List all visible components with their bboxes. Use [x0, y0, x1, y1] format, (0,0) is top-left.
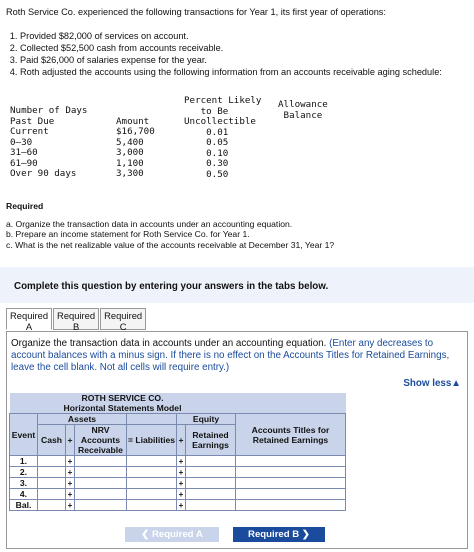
cash-input[interactable]: [38, 478, 66, 489]
table-row: 4. + +: [10, 489, 346, 500]
liabilities-header: = Liabilities: [127, 425, 177, 456]
show-less-link[interactable]: Show less▲: [403, 378, 461, 389]
transaction-3: 3. Paid $26,000 of salaries expense for the year.: [20, 54, 442, 66]
retained-earnings-input[interactable]: [186, 489, 236, 500]
retained-earnings-input[interactable]: [186, 500, 236, 511]
aging-allowance-column: Allowance Balance: [278, 99, 328, 121]
nrv-input[interactable]: [75, 478, 127, 489]
tab-required-a[interactable]: [6, 308, 52, 330]
account-title-input[interactable]: [236, 500, 346, 511]
complete-banner: [0, 267, 474, 303]
tab-label: Required: [10, 310, 49, 321]
cash-input[interactable]: [38, 489, 66, 500]
event-label: 1.: [10, 456, 38, 467]
retained-earnings-input[interactable]: [186, 456, 236, 467]
table-row: 1. + +: [10, 456, 346, 467]
previous-required-a-button[interactable]: ❮ Required A: [125, 527, 219, 542]
nrv-input[interactable]: [75, 467, 127, 478]
tab-panel: [6, 331, 468, 549]
event-label: 2.: [10, 467, 38, 478]
receivable-line: Receivable: [78, 445, 123, 455]
tab-label: Required: [104, 310, 143, 321]
requirements: [6, 201, 334, 250]
plus-sign: +: [66, 425, 75, 456]
liabilities-input[interactable]: [127, 489, 177, 500]
event-label: Bal.: [10, 500, 38, 511]
requirements-title: Required: [6, 201, 44, 211]
titles-line-2: Retained Earnings: [252, 434, 329, 445]
tab-letter: A: [25, 321, 33, 332]
event-label: 3.: [10, 478, 38, 489]
plus-sign: +: [177, 425, 186, 456]
requirement-a: a. Organize the transaction data in accounts under an accounting equation.: [6, 218, 293, 229]
table-row: 3. + +: [10, 478, 346, 489]
intro-lead: Roth Service Co. experienced the following transactions for Year 1, its first year of operations:: [6, 7, 386, 17]
transaction-4: 4. Roth adjusted the accounts using the following information from an accounts receivable aging schedule:: [20, 66, 442, 78]
account-title-input[interactable]: [236, 467, 346, 478]
instructions-main: Organize the transaction data in accounts under an accounting equation.: [11, 338, 327, 349]
account-title-input[interactable]: [236, 489, 346, 500]
accounts-line: Accounts: [80, 435, 121, 445]
liabilities-input[interactable]: [127, 478, 177, 489]
titles-line-1: Accounts Titles for: [251, 424, 330, 435]
nrv-input[interactable]: [75, 456, 127, 467]
next-required-b-button[interactable]: Required B ❯: [233, 527, 325, 542]
horizontal-statements-table: [9, 393, 346, 511]
liabilities-input[interactable]: [127, 467, 177, 478]
account-titles-header: [236, 414, 346, 456]
tab-required-b[interactable]: [53, 308, 99, 330]
aging-days-column: Number of Days Past Due Current 0–30 31–60 61–90 Over 90 days: [10, 105, 88, 179]
transaction-1: 1. Provided $82,000 of services on account.: [20, 30, 442, 42]
tab-letter: B: [72, 321, 80, 332]
aging-percent-column: Percent Likely to Be Uncollectible 0.01 0.05 0.10 0.30 0.50: [184, 95, 262, 180]
nrv-input[interactable]: [75, 500, 127, 511]
tab-required-c[interactable]: [100, 308, 146, 330]
requirement-c: c. What is the net realizable value of the accounts receivable at December 31, Year 1?: [6, 239, 335, 250]
table-subtitle: Horizontal Statements Model: [10, 403, 236, 414]
earnings-line: Earnings: [192, 440, 229, 450]
table-row: 2. + +: [10, 467, 346, 478]
requirement-tabs: [6, 308, 147, 330]
event-header: Event: [10, 414, 38, 456]
nrv-input[interactable]: [75, 489, 127, 500]
tab-label: Required: [57, 310, 96, 321]
equity-header: Equity: [177, 414, 236, 425]
cash-input[interactable]: [38, 456, 66, 467]
retained-earnings-header: [186, 425, 236, 456]
cash-header: Cash: [38, 425, 66, 456]
retained-line: Retained: [192, 430, 229, 440]
company-name: ROTH SERVICE CO.: [10, 393, 236, 403]
nrv-header: [75, 425, 127, 456]
liabilities-input[interactable]: [127, 456, 177, 467]
problem-intro: [6, 6, 442, 78]
nrv-line: NRV: [91, 425, 110, 435]
requirement-b: b. Prepare an income statement for Roth Service Co. for Year 1.: [6, 229, 250, 239]
event-label: 4.: [10, 489, 38, 500]
account-title-input[interactable]: [236, 456, 346, 467]
tab-letter: C: [119, 321, 127, 332]
cash-input[interactable]: [38, 500, 66, 511]
transaction-list: [6, 30, 442, 78]
table-row: Bal. + +: [10, 500, 346, 511]
cash-input[interactable]: [38, 467, 66, 478]
account-title-input[interactable]: [236, 478, 346, 489]
liabilities-input[interactable]: [127, 500, 177, 511]
retained-earnings-input[interactable]: [186, 467, 236, 478]
transaction-2: 2. Collected $52,500 cash from accounts receivable.: [20, 42, 442, 54]
aging-amount-column: Amount $16,700 5,400 3,000 1,100 3,300: [116, 115, 155, 179]
complete-text: Complete this question by entering your answers in the tabs below.: [14, 281, 329, 292]
retained-earnings-input[interactable]: [186, 478, 236, 489]
instructions: [11, 338, 463, 374]
instructions-note: (Enter any decreases to account balances with a minus sign. If there is no effect on the Accounts Titles for Retained Earnings, leave the cell blank. Not all cells will require entry.): [11, 338, 450, 373]
assets-header: Assets: [38, 414, 127, 425]
